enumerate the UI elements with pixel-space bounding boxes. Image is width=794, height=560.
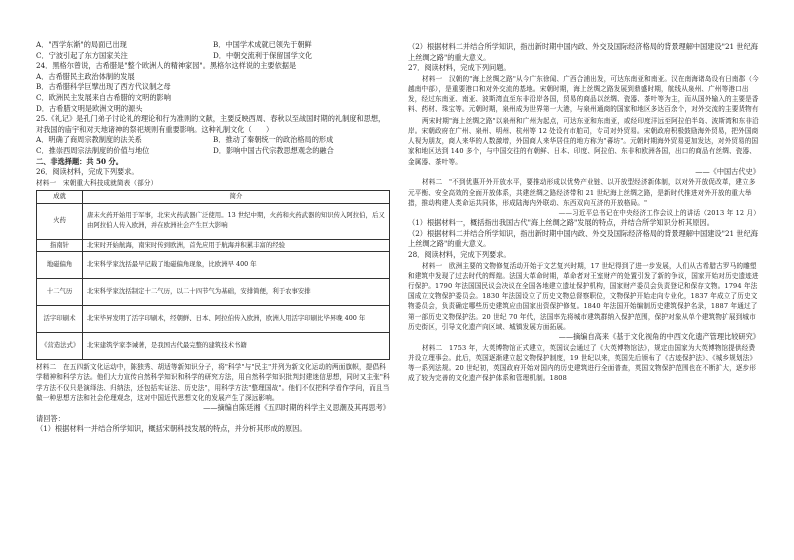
- answer-prompt: 请回答：: [36, 413, 65, 423]
- q27-material-2: 材料二 "不到优惠开外开放水平，要推动形成以优势产业链、以开放型经济新体制，以对外开放促改革，建立多元平衡、安全高效的全面开放体系，共建丝绸之路经济带和 21 世纪海上丝绸之路，是新时代推进对外开放的重大举措，推动构建人类命运共同体，形成陆海内外联动、东西双向互济的开放格局。": [408, 178, 756, 207]
- table-row: [37, 333, 390, 360]
- q24-option-c: C．欧洲民主发展来自古希腊的文明的影响: [36, 92, 171, 102]
- q26-material-1-label: 材料一 宋朝重大科技成就简表（部分）: [36, 178, 158, 187]
- q28-material-1: 材料一 欧洲主要的文物修复活动开始于文艺复兴时期，17 世纪得到了进一步发展，人们从古希腊古罗马的雕塑和建筑中发现了过去时代的辉煌。法国大革命时期，革命者对王室财产的处置引发了新的争议，国家开始对历史遗迹进行保护。1790 年法国国民议会决议在全国各地建立遗址保护机构，国家财产委员会负责登记和保存文物。1794 年法国成立文物保护委员会。1830 年法国设立了历史文物总督察职位，文物保护开始走向专业化，1837 年成立了历史文物委员会，负责确定哪些历史建筑应由国家出资保护修复。1840 年法国开始编制历史建筑保护名录，1887 年通过了第一部历史文物保护法。20 世纪 70 年代，法国率先将城市建筑群纳入保护范围，保护对象从单个建筑物扩展到城市历史街区，引导文化遗产向区域、城镇发展方面拓展。: [408, 261, 759, 331]
- q23-options-row-2: [36, 51, 390, 62]
- table-cell-name: 活字印刷术: [37, 306, 83, 333]
- q26-sub-question-2: （2）根据材料二并结合所学知识，指出新时期中国内政、外交及国际经济格局的背景理解中国建设"21 世纪海上丝绸之路"的重大意义。: [408, 42, 758, 62]
- q28-stem: 28．阅读材料，完成下列要求。: [408, 249, 511, 259]
- q27-material-1: 材料一 汉朝的"海上丝绸之路"从今广东徐闻、广西合浦出发，可达东南亚和南亚。汉在南海诸岛设有日南郡（今越南中部），是重要港口和对外交流的基地。宋朝时期，海上丝绸之路发展到鼎盛时期，航线从泉州、广州等港口出发，经过东南亚、南亚、波斯湾直至东非沿岸各国，贸易的商品以丝绸、瓷器、茶叶等为主，而从国外输入的主要是香料、药材、珠宝等。元朝时期，泉州成为世界第一大港，与泉州通商的国家和地区多达百余个，对外交流的主要货物有: [408, 74, 759, 114]
- q27-material-1-cont: 两宋时期"海上丝绸之路"以泉州和广州为起点，可达东亚和东南亚，或经印度洋远至阿拉伯半岛、波斯湾和东非沿岸。宋朝政府在广州、泉州、明州、杭州等 12 处设有市舶司，专司对外贸易。宋朝政府积极鼓励海外贸易，把外国商人视为朋友，商人来华的人数激增，外国商人来华居住的地方称为"蕃坊"。元朝时期海外贸易更加发达，对外贸易的国家和地区达到 140 多个，与中国交往的有朝鲜、日本、印度、阿拉伯、东非和欧洲各国，出口的商品有丝绸、瓷器、金属器、茶叶等。: [408, 116, 759, 166]
- song-tech-table: [36, 190, 390, 360]
- table-cell-name: 十二气历: [37, 279, 83, 306]
- table-cell-name: 《营造法式》: [37, 333, 83, 360]
- q23-option-d: D．中朝交流利于保留国学文化: [213, 50, 313, 60]
- q26-sub-question-1: （1）根据材料一并结合所学知识，概括宋朝科技发展的特点，并分析其形成的原因。: [36, 424, 307, 434]
- q27-material-1-source: ——《中国古代史》: [695, 166, 760, 176]
- left-column: [36, 40, 390, 435]
- q26-stem: 26．阅读材料，完成下列要求。: [36, 167, 139, 177]
- q25-options-row-2: [36, 146, 390, 157]
- q27-sub-question-1: （1）根据材料一，概括指出我国古代"海上丝绸之路"发展的特点，并结合所学知识分析其原因。: [408, 218, 714, 228]
- table-cell-desc: 唐末火药开始用于军事，北宋火药武器广泛使用。13 世纪中期，火药和火药武器的知识传入阿拉伯，后又由阿拉伯人传入欧洲，并在欧洲社会产生巨大影响: [83, 203, 390, 239]
- q26-material-2-source: ——摘编自陈廷湘《五四时期的科学主义思潮及其再思考》: [203, 402, 390, 412]
- q27-material-2-source: ——习近平总书记在中央经济工作会议上的讲话（2013 年 12 月）: [558, 209, 760, 217]
- table-header-cell: 简介: [83, 190, 390, 203]
- q25-option-b: B．推动了秦朝统一的政治格局的形成: [213, 135, 334, 145]
- q25-stem: 25.《礼记》是孔门弟子讨论礼的理论和行为准则的文献，主要反映西周、春秋以至战国时期的礼制度和思想，对我国的庙宇和对天地诸神的祭祀规则有重要影响。这种礼制文化（ ）: [36, 114, 386, 134]
- table-row: [37, 306, 390, 333]
- q25-option-c: C．推崇西周宗法制度的价值与地位: [36, 145, 150, 155]
- table-cell-desc: 北宋科学家沈括制定十二气历，以二十四节气为基础，安排简便，利于农事安排: [83, 279, 390, 306]
- q23-option-b: B．中国学术成就已领先于朝鲜: [213, 40, 312, 49]
- table-header-row: [37, 190, 390, 203]
- q28-material-2: 材料二 1753 年，大英博物馆正式建立，英国议会通过了《大英博物馆法》，规定由国家为大英博物馆提供经费并设立理事会。此后，英国逐渐建立起文物保护制度，19 世纪以来，英国先后颁布了《古迹保护法》、《城乡规划法》等一系列法规。20 世纪初，英国政府开始对国内的历史建筑进行全面普查，英国文物保护范围也在不断扩大，逐步形成了较为完善的文化遗产保护体系和管理机制。1808: [408, 343, 757, 383]
- q23-option-a: A．"西学东渐"的局面已出现: [36, 40, 127, 49]
- q28-material-1-source: ——摘编自高来《基于文化视角的中西文化遗产管理比较研究》: [558, 332, 760, 341]
- q27-sub-question-2: （2）根据材料二并结合所学知识，指出新时期中国内政、外交及国际经济格局的背景理解中国建设"21 世纪海上丝绸之路"的重大意义。: [408, 228, 758, 249]
- q24-stem: 24．黑格尔曾说，古希腊是"整个欧洲人的精神家园"。黑格尔这样说的主要依据是: [36, 61, 297, 71]
- table-cell-name: 地磁偏角: [37, 252, 83, 279]
- q24-option-a: A．古希腊民主政治体制的发展: [36, 71, 135, 81]
- table-cell-name: 火药: [37, 203, 83, 239]
- q23-options-row-1: [36, 40, 390, 51]
- q23-option-c: C．宁波引起了东方国家关注: [36, 50, 128, 60]
- table-row: [37, 239, 390, 252]
- table-header-cell: 成就: [37, 190, 83, 203]
- q24-option-b: B．古希腊科学巨擘出现了西方代议制之母: [36, 82, 171, 92]
- table-cell-desc: 北宋毕昇发明了活字印刷术，经朝鲜、日本、阿拉伯传入欧洲，欧洲人用活字印刷比毕昇晚 400 年: [83, 306, 390, 333]
- right-column: [408, 42, 760, 383]
- q26-material-2: 材料二 在五四新文化运动中，陈独秀、胡适等新知识分子，将"科学"与"民主"并列为新文化运动的两面旗帜，提倡科学精神和科学方法。他们大力宣传自然科学知识和科学的研究方法，用自然科学知识批判封建迷信思想，同时又主张"科学方法不仅只是演绎法、归纳法，还包括实证法、历史法"，用科学方法"整理国故"。他们不仅把科学看作学问，而且当做一种思想方法和社会伦理观念，这对中国近代思想文化的发展产生了深远影响。: [36, 363, 390, 402]
- section-heading-non-choice: 二、非选择题：共 50 分。: [36, 156, 123, 166]
- table-cell-name: 指南针: [37, 239, 83, 252]
- q24-option-d: D．古希腊文明是欧洲文明的源头: [36, 103, 143, 113]
- q25-option-d: D．影响中国古代宗教思想观念的融合: [213, 145, 334, 155]
- table-cell-desc: 北宋建筑学家李诫著，是我国古代最完整的建筑技术书籍: [83, 333, 390, 360]
- table-row: [37, 252, 390, 279]
- q25-option-a: A．明确了商周宗教制度的法关系: [36, 135, 142, 145]
- table-row: [37, 279, 390, 306]
- q27-stem: 27．阅读材料，完成下列问题。: [408, 63, 511, 73]
- table-cell-desc: 北宋时开始航海，南宋时传到欧洲，首先应用于航海并积累丰富的经验: [83, 239, 390, 252]
- q25-options-row-1: [36, 135, 390, 146]
- table-row: [37, 203, 390, 239]
- table-cell-desc: 北宋科学家沈括最早记载了地磁偏角现象，比欧洲早 400 年: [83, 252, 390, 279]
